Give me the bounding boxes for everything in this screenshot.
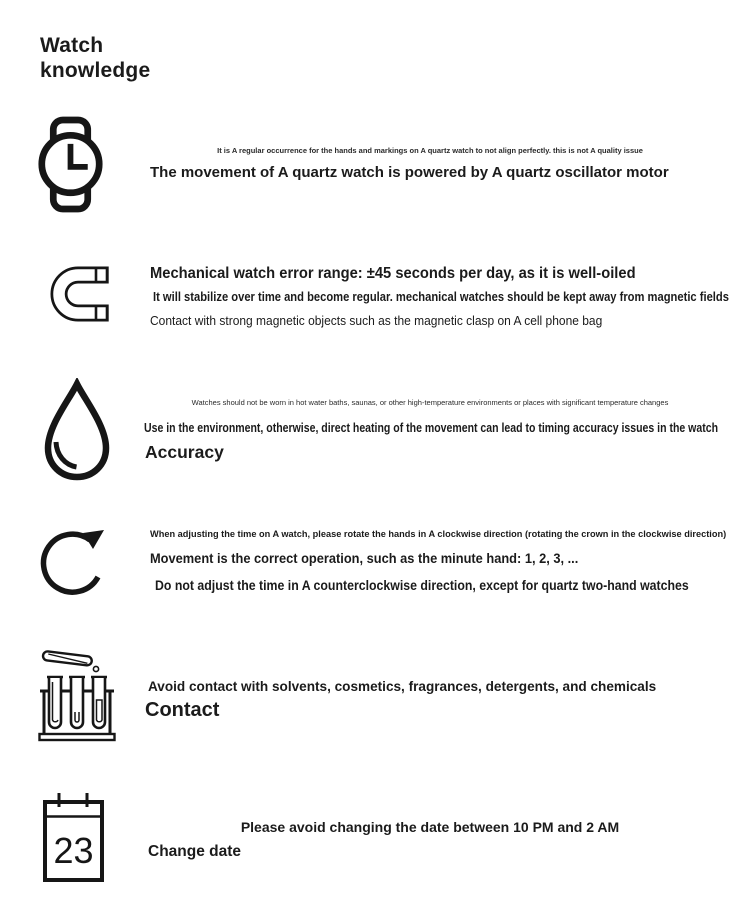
calendar-icon [42, 792, 105, 884]
adjustment-line2-text: Do not adjust the time in A counterclockwise direction, except for quartz two-hand watches [155, 577, 689, 593]
temperature-note-text: Watches should not be worn in hot water baths, saunas, or other high-temperature environments or places with significant temperature changes [191, 398, 669, 407]
magnetism-line2-text: It will stabilize over time and become regular. mechanical watches should be kept away from magnetic fields [153, 289, 729, 304]
wristwatch-icon [37, 114, 104, 215]
quartz-note-text: It is A regular occurrence for the hands and markings on A quartz watch to not align perfectly. this is not A quality issue [217, 146, 643, 155]
magnet-icon [40, 261, 110, 328]
page-title: Watch knowledge [40, 34, 151, 83]
date-note-text: Please avoid changing the date between 10 PM and 2 AM [240, 819, 620, 835]
test-tubes-icon [38, 646, 116, 745]
water-drop-icon [38, 378, 116, 482]
accuracy-heading: Accuracy [145, 442, 224, 462]
adjustment-note-text: When adjusting the time on A watch, please rotate the hands in A clockwise direction (rotating the crown in the clockwise direction) [150, 529, 727, 540]
change-date-heading: Change date [148, 843, 242, 860]
chemical-line1-text: Avoid contact with solvents, cosmetics, fragrances, detergents, and chemicals [148, 678, 657, 694]
magnetism-line1-text: Mechanical watch error range: ±45 seconds per day, as it is well-oiled [150, 265, 636, 282]
quartz-main-text: The movement of A quartz watch is powered by A quartz oscillator motor [150, 164, 669, 181]
magnetism-line3-text: Contact with strong magnetic objects such as the magnetic clasp on A cell phone bag [150, 314, 603, 328]
clockwise-arrow-icon [37, 518, 111, 602]
adjustment-line1-text: Movement is the correct operation, such as the minute hand: 1, 2, 3, ... [150, 551, 579, 566]
contact-heading: Contact [145, 699, 220, 721]
temperature-line1-text: Use in the environment, otherwise, direct heating of the movement can lead to timing accuracy issues in the watch [144, 420, 719, 435]
calendar-day-number: 23 [53, 830, 94, 871]
